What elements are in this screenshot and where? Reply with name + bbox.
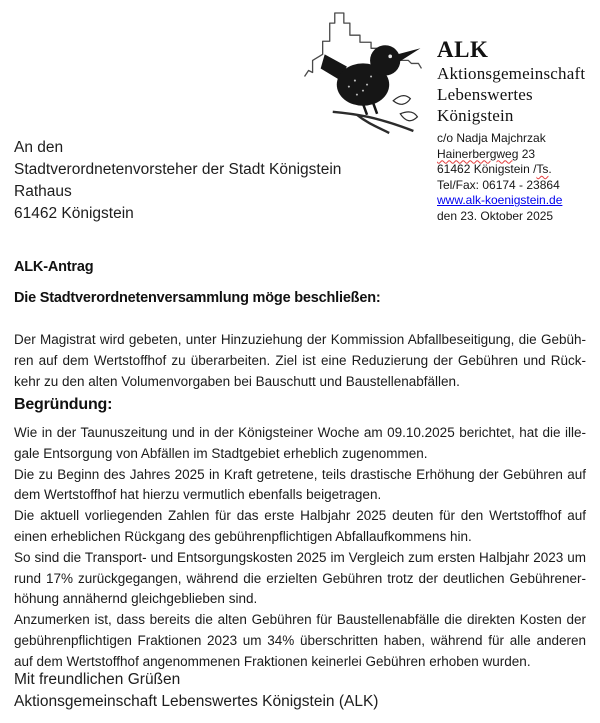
motion-line: ren auf dem Wertstoffhof zu überarbeiten. Ziel ist eine Reduzierung der Gebühren und Rück- — [14, 352, 586, 368]
org-name-line-3: Königstein — [437, 106, 514, 125]
justification-line: rund 17% zurückgegangen, während die erzielten Gebühren trotz der deutlichen Gebührener- — [14, 570, 586, 586]
justification-line: Wie in der Taunuszeitung und in der Königsteiner Woche am 09.10.2025 berichtet, hat die ille- — [14, 425, 586, 440]
justification-paragraph — [14, 423, 586, 673]
closing-signature: Aktionsgemeinschaft Lebenswertes Königstein (ALK) — [14, 692, 379, 710]
org-abbreviation: ALK — [437, 37, 489, 62]
justification-line: gebührenpflichtigen Fraktionen 2023 um 34% überschritten haben, während für alle anderen — [14, 632, 586, 648]
contact-city-end: . — [548, 162, 552, 177]
motion-line: kehr zu den alten Volumenvorgaben bei Bauschutt und Baustellenabfällen. — [14, 373, 460, 389]
letter-date: den 23. Oktober 2025 — [437, 208, 554, 223]
contact-city — [437, 162, 562, 178]
heading-beschluss: Die Stadtverordnetenversammlung möge beschließen: — [14, 290, 381, 306]
contact-care-of: c/o Nadja Majchrzak — [437, 131, 546, 145]
contact-street-name: Hainerbergweg — [437, 146, 519, 161]
org-name-line-2: Lebenswertes — [437, 85, 533, 104]
recipient-address — [14, 137, 341, 225]
recipient-line-1: An den — [14, 139, 64, 156]
justification-line: Die zu Beginn des Jahres 2025 in Kraft getretene, teils drastische Erhöhung der Gebühren auf — [14, 466, 586, 482]
contact-block — [437, 131, 562, 225]
justification-line: Die aktuell vorliegenden Zahlen für das erste Halbjahr 2025 deuten für den Wertstoffhof auf — [14, 508, 586, 524]
website-link[interactable]: www.alk-koenigstein.de — [437, 193, 563, 208]
justification-line: gale Entsorgung von Abfällen im Stadtgebiet erheblich zugenommen. — [14, 445, 428, 461]
recipient-line-2: Stadtverordnetenvorsteher der Stadt Königstein — [14, 161, 342, 178]
recipient-line-3: Rathaus — [14, 183, 72, 200]
motion-line: Der Magistrat wird gebeten, unter Hinzuziehung der Kommission Abfallbeseitigung, die Gebüh- — [14, 332, 586, 347]
contact-street — [437, 147, 562, 163]
heading-antrag: ALK-Antrag — [14, 259, 94, 275]
org-name-line-1: Aktionsgemeinschaft — [437, 64, 586, 83]
justification-line: einen erheblichen Rückgang des gebührenpflichtigen Abfallaufkommens hin. — [14, 528, 472, 544]
recipient-line-4: 61462 Königstein — [14, 205, 134, 222]
org-title-block — [437, 36, 585, 126]
contact-street-number: 23 — [518, 146, 536, 161]
contact-telfax: Tel/Fax: 06174 - 23864 — [437, 177, 560, 192]
justification-line: auf dem Wertstoffhof angenommenen Fraktionen keinerlei Gebühren erhoben wurden. — [14, 653, 531, 669]
justification-line: Anzumerken ist, dass bereits die alten Gebühren für Baustellenabfälle die direkten Kosten der — [14, 612, 586, 628]
heading-begruendung: Begründung: — [14, 396, 113, 413]
alk-logo — [296, 10, 432, 135]
wren-bird-castle-icon — [296, 10, 432, 135]
justification-line: höhung annähernd gleichgeblieben sind. — [14, 591, 258, 607]
contact-city-district: Ts — [536, 162, 549, 177]
closing-greeting: Mit freundlichen Grüßen — [14, 671, 181, 688]
justification-line: So sind die Transport- und Entsorgungskosten 2025 im Vergleich zum ersten Halbjahr 2023 um — [14, 549, 586, 565]
motion-paragraph — [14, 330, 586, 392]
contact-city-prefix: 61462 Königstein / — [437, 162, 537, 177]
closing-block — [14, 669, 378, 712]
justification-line: dem Wertstoffhof hat hierzu vermutlich ebenfalls beigetragen. — [14, 487, 382, 503]
